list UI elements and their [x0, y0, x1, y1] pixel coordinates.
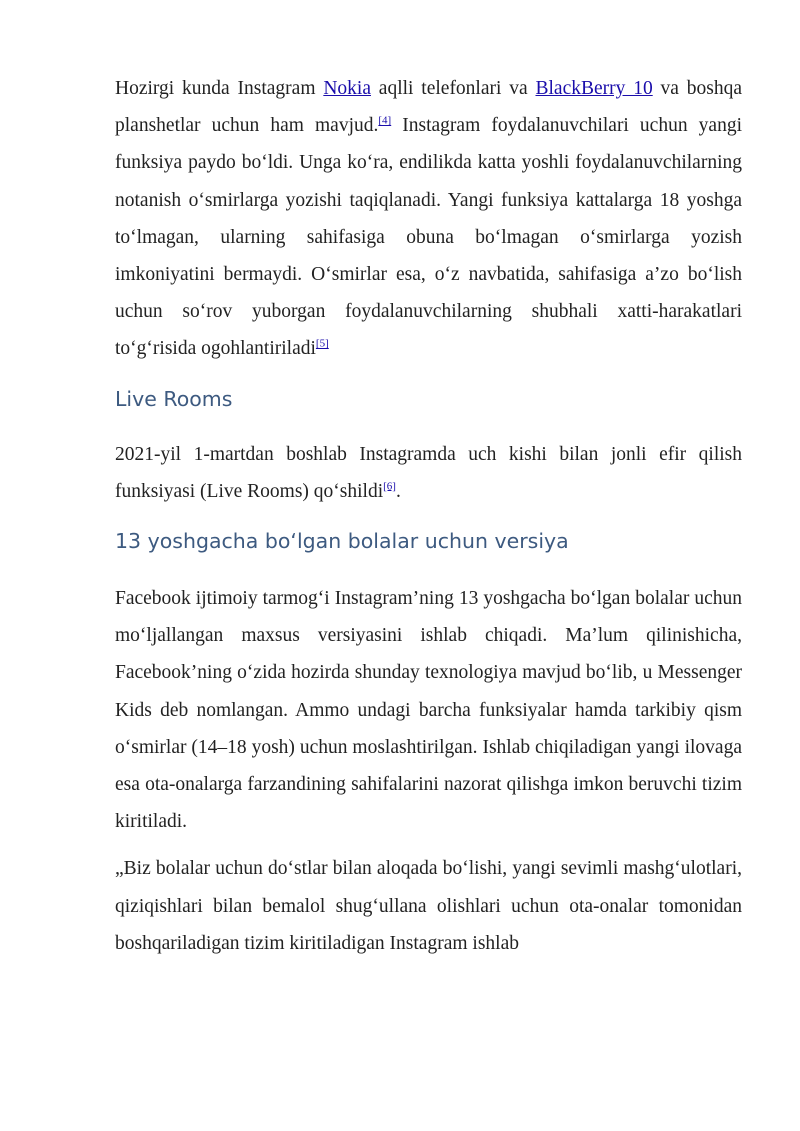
- reference-link-6[interactable]: [6]: [383, 480, 396, 493]
- paragraph-availability: [115, 70, 742, 368]
- section-heading-kids-version: 13 yoshgacha bo‘lgan bolalar uchun versiya: [115, 529, 569, 554]
- text-segment: aqlli telefonlari va: [370, 78, 536, 99]
- paragraph-live-rooms: [115, 436, 742, 510]
- text-segment: 2021-yil 1-martdan boshlab Instagramda uch kishi bilan jonli efir qilish funksiyasi (Live Rooms) qo‘shildi: [115, 443, 742, 502]
- text-segment: .: [395, 480, 401, 502]
- reference-4: [378, 115, 391, 127]
- text-segment: Hozirgi kunda Instagram: [115, 78, 324, 99]
- section-heading-live-rooms: Live Rooms: [115, 386, 233, 411]
- article-body: [115, 70, 742, 962]
- link-blackberry[interactable]: BlackBerry 10: [535, 78, 653, 99]
- reference-link-5[interactable]: [5]: [315, 337, 329, 350]
- paragraph-kids-version: Facebook ijtimoiy tarmog‘i Instagram’ning 13 yoshgacha bo‘lgan bolalar uchun mo‘ljallangan maxsus versiyasini ishlab chiqadi. Ma’lum qilinishicha, Facebook’ning o‘zida hozirda shunday texnologiya mavjud bo‘lib, u Messenger Kids deb nomlangan. Ammo undagi barcha funksiyalar hamda tarkibiy qism o‘smirlar (14–18 yosh) uchun moslashtirilgan. Ishlab chiqiladigan yangi ilovaga esa ota-onalarga farzandining sahifalarini nazorat qilishga imkon beruvchi tizim kiritiladi.: [115, 588, 742, 833]
- link-nokia[interactable]: Nokia: [323, 78, 371, 99]
- reference-5: [316, 338, 329, 350]
- reference-link-4[interactable]: [4]: [378, 114, 392, 127]
- reference-6: [383, 480, 396, 492]
- paragraph-quote: „Biz bolalar uchun do‘stlar bilan aloqada bo‘lishi, yangi sevimli mashg‘ulotlari, qiziqishlari bilan bemalol shug‘ullana olishlari uchun ota-onalar tomonidan boshqariladigan tizim kiritiladigan Instagram ishlab: [115, 858, 742, 954]
- text-segment: Instagram foydalanuvchilari uchun yangi funksiya paydo bo‘ldi. Unga ko‘ra, endilikda katta yoshli foydalanuvchilarning notanish o‘smirlarga yozishi taqiqlanadi. Yangi funksiya kattalarga 18 yoshga to‘lmagan, ularning sahifasiga obuna bo‘lmagan o‘smirlarga yozish imkoniyatini bermaydi. O‘smirlar esa, o‘z navbatida, sahifasiga a’zo bo‘lish uchun so‘rov yuborgan foydalanuvchilarning shubhali xatti-harakatlari to‘g‘risida ogohlantiriladi: [115, 115, 742, 360]
- text-segment: va boshqa planshetlar uchun ham mavjud.: [115, 78, 743, 137]
